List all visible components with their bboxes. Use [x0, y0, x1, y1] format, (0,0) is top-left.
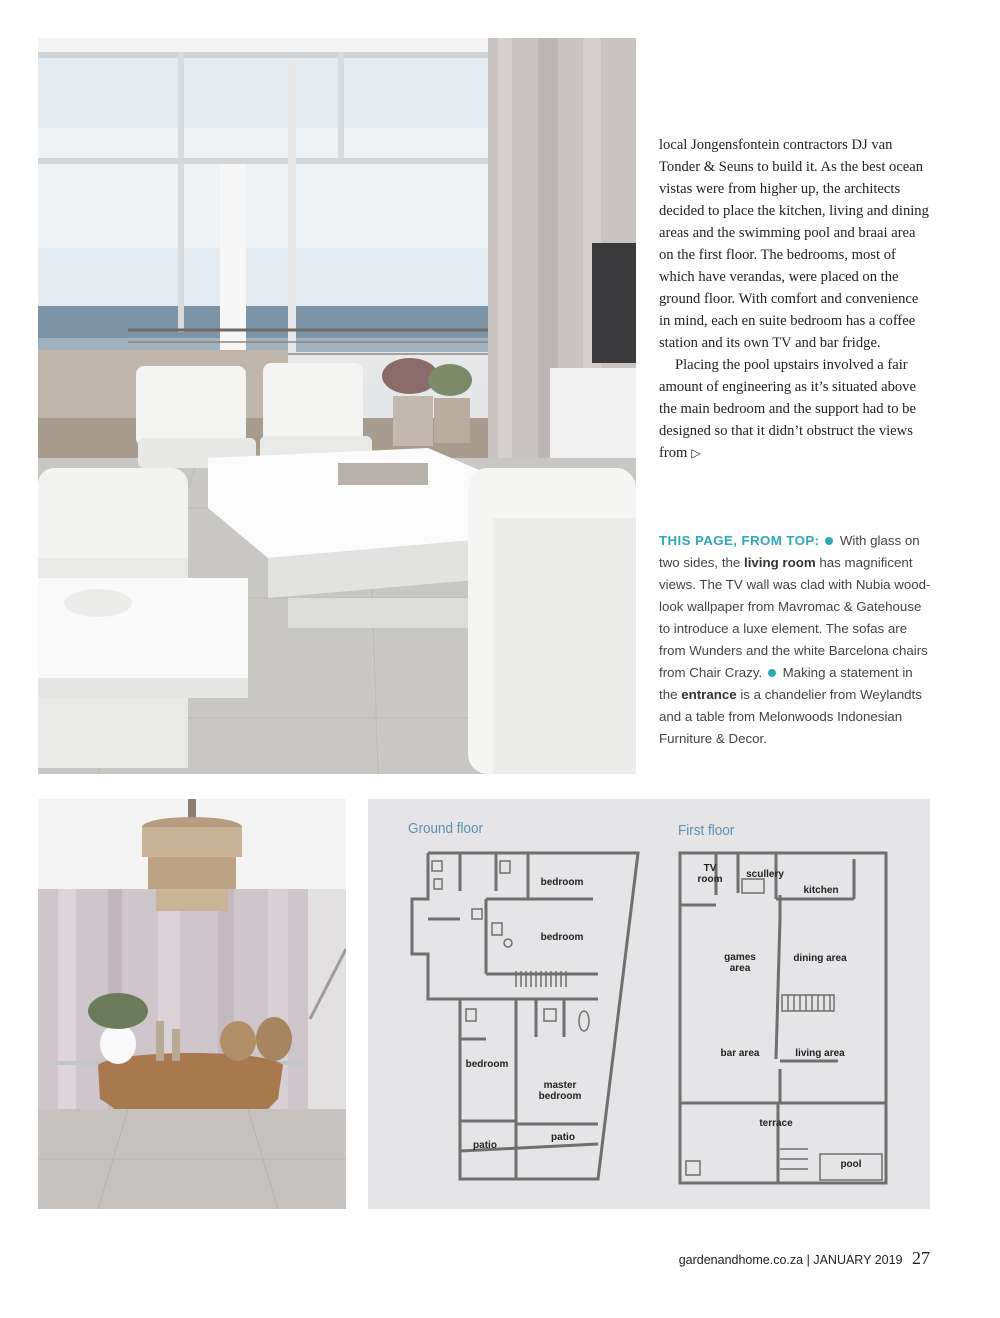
footer-separator: |: [806, 1253, 810, 1267]
entrance-photo: [38, 799, 346, 1209]
caption-text: Making a statement in the: [659, 665, 913, 702]
room-label: kitchen: [803, 885, 839, 896]
first-floor-title: First floor: [678, 822, 735, 839]
page-number: 27: [912, 1248, 930, 1268]
caption-text: is a chandelier from Weylandts and a table from Melonwoods Indonesian Furniture & Decor.: [659, 687, 922, 746]
caption-text: has magnificent views. The TV wall was clad with Nubia wood-look wallpaper from Mavromac & Gatehouse to introduce a luxe element. The sofas are from Wunders and the white Barcelona chairs from Chair Crazy.: [659, 555, 931, 680]
room-label: TV room: [697, 863, 723, 885]
room-label: patio: [551, 1132, 575, 1143]
footer-site: gardenandhome.co.za: [678, 1253, 804, 1267]
page-footer: [640, 1248, 930, 1269]
footer-issue: JANUARY 2019: [813, 1253, 903, 1267]
article-paragraph: local Jongensfontein contractors DJ van Tonder & Seuns to build it. As the best ocean vistas were from higher up, the architects decided to place the kitchen, living and dining areas and the swimming pool and braai area on the first floor. The bedrooms, most of which have verandas, were placed on the ground floor. With comfort and convenience in mind, each en suite bedroom has a coffee station and its own TV and bar fridge.: [659, 137, 929, 351]
ground-floor-title: Ground floor: [408, 820, 484, 837]
room-label: games area: [724, 952, 756, 974]
room-label: scullery: [746, 869, 784, 880]
room-label: dining area: [793, 953, 847, 964]
room-label: living area: [795, 1048, 845, 1059]
living-room-photo: [38, 38, 636, 774]
article-paragraph-text: Placing the pool upstairs involved a fair amount of engineering as it’s situated above the main bedroom and the support had to be designed so that it didn’t obstruct the views from: [659, 357, 916, 461]
caption-text: With glass on two sides, the: [659, 533, 920, 570]
caption-highlight: entrance: [681, 687, 737, 702]
bullet-dot-icon: [768, 669, 776, 677]
article-paragraph: [659, 354, 931, 464]
article-body-text: [659, 134, 931, 464]
room-label: master bedroom: [538, 1080, 582, 1102]
floor-plan-drawing: [368, 799, 930, 1209]
room-label: terrace: [759, 1118, 793, 1129]
photo-caption: [659, 530, 931, 750]
caption-highlight: living room: [744, 555, 816, 570]
room-label: bedroom: [540, 932, 584, 943]
room-label: patio: [473, 1140, 497, 1151]
room-label: bedroom: [540, 877, 584, 888]
room-label: pool: [840, 1159, 862, 1170]
room-label: bar area: [720, 1048, 760, 1059]
bullet-dot-icon: [825, 537, 833, 545]
room-label: bedroom: [465, 1059, 509, 1070]
caption-lead: THIS PAGE, FROM TOP:: [659, 533, 820, 548]
floor-plans-panel: [368, 799, 930, 1209]
continue-arrow-icon: ▷: [691, 446, 701, 460]
